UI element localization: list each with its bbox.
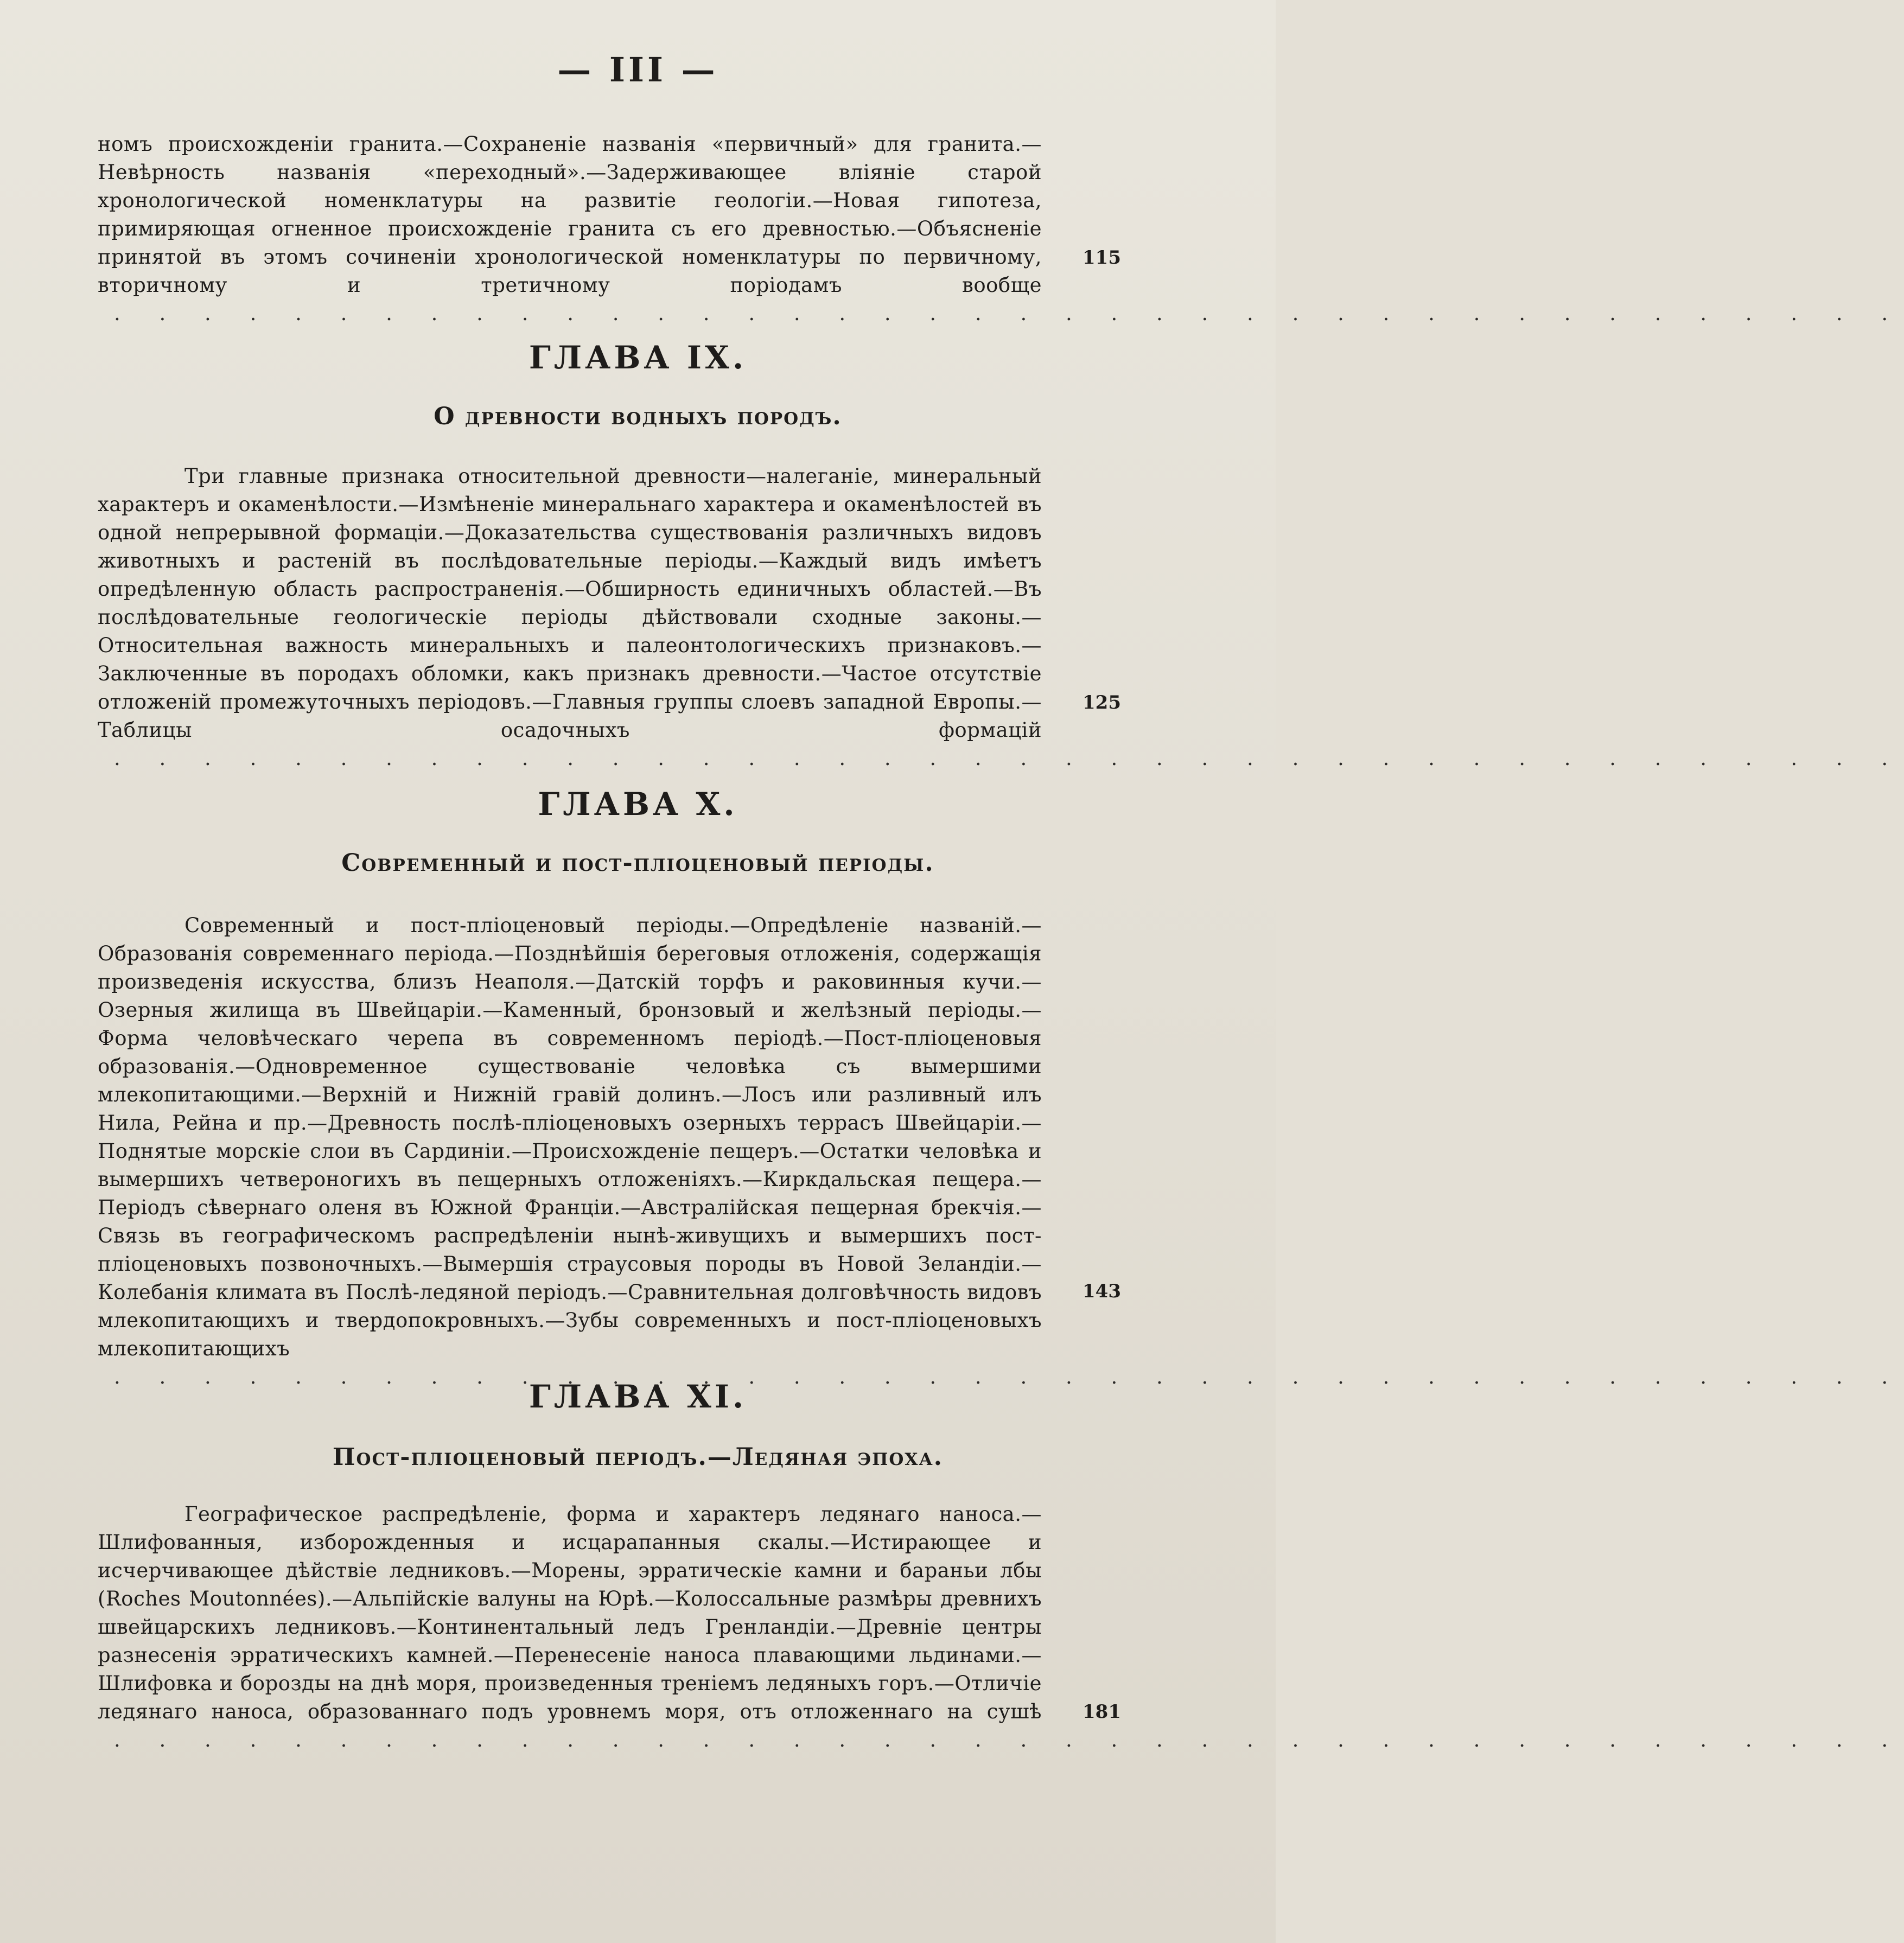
chapter-heading: ГЛАВА XI. (528, 1378, 747, 1415)
chapter-heading: ГЛАВА X. (538, 786, 738, 823)
page-number: 115 (1082, 247, 1121, 269)
page-number: 181 (1082, 1701, 1121, 1723)
page-header-roman-numeral: — III — (557, 50, 718, 90)
chapter-title: Пост-пліоценовый періодъ.—Ледяная эпоха. (332, 1443, 944, 1471)
chapter-title: О древности водныхъ породъ. (434, 403, 842, 430)
leader-dots: . . . . . . . . . . . . . . . . . . . . . . . . . . . . . . . . . . . . . . . . (114, 1728, 1904, 1751)
entry-body: Географическое распредѣленіе, форма и характеръ ледянаго наноса.—Шлифованныя, изборожденныя и исцарапанныя скалы.—Истирающее и исчерчивающее дѣйствіе ледниковъ.—Морены, эрратическіе камни и бараньи лбы (Roches Moutonnées).—Альпійскіе валуны на Юрѣ.—Колоссальные размѣры древнихъ швейцарскихъ ледниковъ.—Континентальный ледъ Гренландіи.—Древніе центры разнесенія эрратическихъ камней.—Перенесеніе наноса плавающими льдинами.—Шлифовка и борозды на днѣ моря, произведенныя треніемъ ледяныхъ горъ.—Отличіе ледянаго наноса, образованнаго подъ уровнемъ моря, отъ отложеннаго на сушѣ (98, 1502, 1042, 1723)
leader-dots: . . . . . . . . . . . . . . . . . . . . . . . . . . . . . . . . . . . . . . . . (114, 1365, 1904, 1388)
page-number: 125 (1082, 692, 1121, 714)
leader-dots: . . . . . . . . . . . . . . . . . . . . . . . . . . . . . . . . . . . . . . . . (114, 747, 1904, 770)
entry-body: номъ происхожденіи гранита.—Сохраненіе названія «первичный» для гранита.—Невѣрность названія «переходный».—Задерживающее вліяніе старой хронологической номенклатуры на развитіе геологіи.—Новая гипотеза, примиряющая огненное происхожденіе гранита съ его древностью.—Объясненіе принятой въ этомъ сочиненіи хронологической номенклатуры по первичному, вторичному и третичному поріодамъ вообще (98, 132, 1042, 297)
chapter-title: Современный и пост-пліоценовый періоды. (341, 849, 934, 877)
leader-dots: . . . . . . . . . . . . . . . . . . . . . . . . . . . . . . . . . . . . . . . . (114, 302, 1904, 325)
page-number: 143 (1082, 1281, 1121, 1302)
entry-body: Три главные признака относительной древности—налеганіе, минеральный характеръ и окаменѣлости.—Измѣненіе минеральнаго характера и окаменѣлостей въ одной непрерывной формаціи.—Доказательства существованія различныхъ видовъ животныхъ и растеній въ послѣдовательные періоды.—Каждый видъ имѣетъ опредѣленную область распространенія.—Обширность единичныхъ областей.—Въ послѣдовательные геологическіе періоды дѣйствовали сходные законы.—Относительная важность минеральныхъ и палеонтологическихъ признаковъ.—Заключенные въ породахъ обломки, какъ признакъ древности.—Частое отсутствіе отложеній промежуточныхъ періодовъ.—Главныя группы слоевъ западной Европы.—Таблицы осадочныхъ формацій (98, 464, 1042, 742)
chapter-heading: ГЛАВА IX. (528, 339, 747, 376)
entry-body: Современный и пост-пліоценовый періоды.—Опредѣленіе названій.—Образованія современнаго періода.—Позднѣйшія береговыя отложенія, содержащія произведенія искусства, близъ Неаполя.—Датскій торфъ и раковинныя кучи.—Озерныя жилища въ Швейцаріи.—Каменный, бронзовый и желѣзный періоды.—Форма человѣческаго черепа въ современномъ періодѣ.—Пост-пліоценовыя образованія.—Одновременное существованіе человѣка съ вымершими млекопитающими.—Верхній и Нижній гравій долинъ.—Лосъ или разливный илъ Нила, Рейна и пр.—Древность послѣ-пліоценовыхъ озерныхъ террасъ Швейцаріи.—Поднятые морскіе слои въ Сардиніи.—Происхожденіе пещеръ.—Остатки человѣка и вымершихъ четвероногихъ въ пещерныхъ отложеніяхъ.—Киркдальская пещера.—Періодъ сѣвернаго оленя въ Южной Франціи.—Австралійская пещерная брекчія.—Связь въ географическомъ распредѣленіи нынѣ-живущихъ и вымершихъ пост-пліоценовыхъ позвоночныхъ.—Вымершія страусовыя породы въ Новой Зеландіи.—Колебанія климата въ Послѣ-ледяной періодъ.—Сравнительная долговѣчность видовъ млекопитающихъ и твердопокровныхъ.—Зубы современныхъ и пост-пліоценовыхъ млекопитающихъ (98, 914, 1042, 1360)
